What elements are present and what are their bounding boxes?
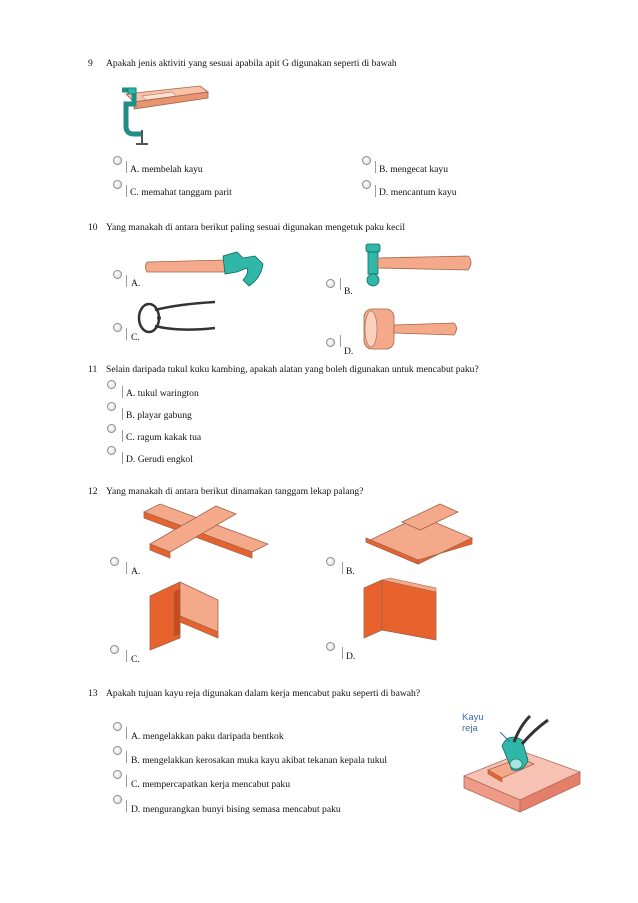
q11-option-b-divider [122,408,123,420]
q11-number: 11 [88,364,98,375]
q13-option-a-label: A. mengelakkan paku daripada bentkok [131,731,284,742]
q11-option-b-label: B. playar gabung [126,410,192,421]
q9-option-c-label: C. memahat tanggam parit [130,187,232,198]
q13-option-c-radio[interactable] [113,770,122,779]
q13-option-b-divider [126,751,127,763]
q9-text: Apakah jenis aktiviti yang sesuai apabila apit G digunakan seperti di bawah [106,58,397,69]
q11-option-b-radio[interactable] [107,402,116,411]
q12-option-b-label: B. [346,566,355,577]
q12-option-d-radio[interactable] [326,642,335,651]
q10-option-d-label: D. [344,346,354,357]
q9-option-a-divider [126,161,127,173]
q13-option-c-label: C. mempercapatkan kerja mencabut paku [131,779,291,790]
q10-text: Yang manakah di antara berikut paling sesuai digunakan mengetuk paku kecil [106,222,406,233]
q12-option-a-label: A. [131,566,141,577]
q9-option-c-radio[interactable] [113,180,122,189]
q11-option-d-divider [122,452,123,464]
q9-number: 9 [88,58,93,69]
q12-text: Yang manakah di antara berikut dinamakan tanggam lekap palang? [106,486,364,497]
claw-hammer-illustration [145,250,275,290]
q11-option-a-radio[interactable] [107,380,116,389]
q13-option-b-radio[interactable] [113,746,122,755]
mallet-illustration [360,305,460,355]
q10-option-a-label: A. [131,278,141,289]
q10-option-c-radio[interactable] [113,323,122,332]
q13-option-d-label: D. mengurangkan bunyi bising semasa mencabut paku [131,804,341,815]
q12-option-a-radio[interactable] [110,557,119,566]
q9-option-c-divider [126,185,127,197]
q9-option-d-divider [375,185,376,197]
q11-text: Selain daripada tukul kuku kambing, apakah alatan yang boleh digunakan untuk mencabut paku? [106,364,479,375]
q10-option-c-label: C. [131,332,140,343]
q13-number: 13 [88,688,98,699]
q12-option-b-radio[interactable] [326,557,335,566]
q10-option-d-divider [340,335,341,347]
q11-option-c-label: C. ragum kakak tua [126,432,202,443]
kayu-reja-label: Kayu reja [462,712,484,734]
q9-option-d-label: D. mencantum kayu [379,187,457,198]
q10-option-b-radio[interactable] [326,279,335,288]
corner-joint-illustration [360,576,440,646]
g-clamp-illustration [112,82,212,152]
q10-option-b-label: B. [344,286,353,297]
nail-pulling-illustration [458,712,584,816]
q12-option-a-divider [126,562,127,574]
q11-option-c-divider [122,430,123,442]
q11-option-d-radio[interactable] [107,446,116,455]
cross-lap-joint-illustration [140,500,270,562]
q13-option-c-divider [126,775,127,787]
q10-number: 10 [88,222,98,233]
pincers-illustration [135,298,220,338]
q11-option-a-label: A. tukul warington [126,388,199,399]
t-lap-joint-illustration [362,502,474,564]
q12-option-d-label: D. [346,651,356,662]
q12-number: 12 [88,486,98,497]
q9-option-b-radio[interactable] [362,156,371,165]
q12-option-c-radio[interactable] [110,645,119,654]
q13-option-a-divider [126,727,127,739]
q9-option-a-radio[interactable] [113,156,122,165]
q10-option-c-divider [126,328,127,340]
q9-option-b-divider [375,161,376,173]
ball-peen-hammer-illustration [356,242,476,288]
t-halving-joint-illustration [146,576,222,652]
q10-option-d-radio[interactable] [326,338,335,347]
q11-option-a-divider [122,386,123,398]
q12-option-b-divider [342,562,343,574]
q9-option-d-radio[interactable] [362,180,371,189]
q12-option-d-divider [342,647,343,659]
q11-option-d-label: D. Gerudi engkol [126,454,193,465]
q12-option-c-divider [126,650,127,662]
q10-option-b-divider [340,278,341,290]
q13-text: Apakah tujuan kayu reja digunakan dalam kerja mencabut paku seperti di bawah? [106,688,421,699]
q9-option-a-label: A. membelah kayu [130,164,203,175]
q9-option-b-label: B. mengecat kayu [379,164,448,175]
q10-option-a-radio[interactable] [113,270,122,279]
q13-option-d-divider [126,800,127,812]
q10-option-a-divider [126,275,127,287]
q13-option-a-radio[interactable] [113,722,122,731]
q11-option-c-radio[interactable] [107,424,116,433]
q13-option-d-radio[interactable] [113,795,122,804]
q13-option-b-label: B. mengelakkan kerosakan muka kayu akibat tekanan kepala tukul [131,755,388,766]
q12-option-c-label: C. [131,654,140,665]
